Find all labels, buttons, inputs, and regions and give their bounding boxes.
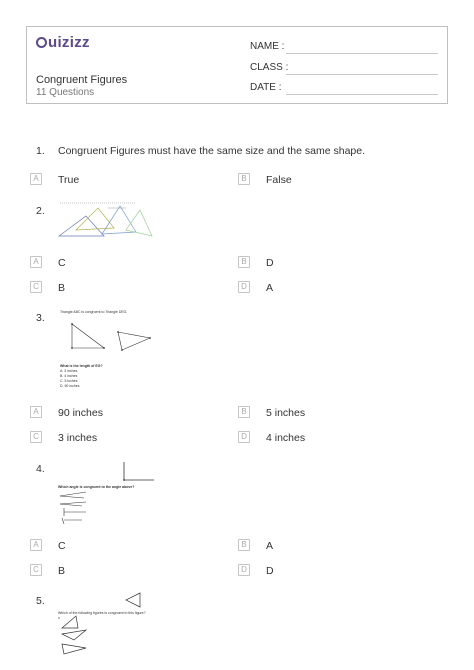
question-number: 1. xyxy=(36,145,45,157)
option-letter-box[interactable]: B xyxy=(238,256,250,268)
option-letter-box[interactable]: A xyxy=(30,256,42,268)
option-letter-box[interactable]: D xyxy=(238,281,250,293)
option-letter-box[interactable]: B xyxy=(238,539,250,551)
image-choice: A. 3 inches xyxy=(60,369,78,373)
option-text[interactable]: D xyxy=(266,565,274,577)
triangle-diagram-image xyxy=(58,318,158,356)
option-text[interactable]: C xyxy=(58,257,66,269)
option-text[interactable]: A xyxy=(266,282,274,294)
class-field[interactable] xyxy=(286,74,438,75)
question-number: 3. xyxy=(36,312,45,324)
image-caption: Triangle ABC is congruent to Triangle DEG. xyxy=(60,310,128,314)
angle-figure-image xyxy=(118,460,158,484)
image-choice: D. 90 inches xyxy=(60,384,80,388)
name-label: NAME : xyxy=(250,41,285,52)
option-letter-box[interactable]: D xyxy=(238,564,250,576)
question-number: 2. xyxy=(36,205,45,217)
option-text[interactable]: False xyxy=(266,174,292,186)
option-text[interactable]: True xyxy=(58,174,80,186)
option-text[interactable]: B xyxy=(58,282,66,294)
option-text[interactable]: 5 inches xyxy=(266,407,306,419)
image-caption: Which angle is congruent to the angle above? xyxy=(58,485,135,489)
question-number: 5. xyxy=(36,595,45,607)
name-field[interactable] xyxy=(286,53,438,54)
quizizz-logo: uizizz xyxy=(36,34,90,51)
option-letter-box[interactable]: C xyxy=(30,431,42,443)
triangle-figure-image xyxy=(124,592,144,608)
question-count: 11 Questions xyxy=(36,87,95,98)
option-text[interactable]: D xyxy=(266,257,274,269)
option-letter-box[interactable]: A xyxy=(30,539,42,551)
image-choice: C. 5 inches xyxy=(60,379,78,383)
option-text[interactable]: A xyxy=(266,540,274,552)
date-label: DATE : xyxy=(250,82,282,93)
date-field[interactable] xyxy=(286,94,438,95)
option-letter-box[interactable]: A xyxy=(30,406,42,418)
option-letter-box[interactable]: B xyxy=(238,406,250,418)
option-text[interactable]: 3 inches xyxy=(58,432,98,444)
option-letter-box[interactable]: C xyxy=(30,281,42,293)
option-letter-box[interactable]: B xyxy=(238,173,250,185)
question-text: Congruent Figures must have the same size and the same shape. xyxy=(58,145,366,157)
option-text[interactable]: C xyxy=(58,540,66,552)
question-number: 4. xyxy=(36,463,45,475)
class-label: CLASS : xyxy=(250,62,289,73)
image-question: What is the length of EG? xyxy=(60,364,103,368)
worksheet-title: Congruent Figures xyxy=(36,74,128,86)
option-letter-box[interactable]: D xyxy=(238,431,250,443)
congruent-triangles-image xyxy=(56,200,156,240)
image-caption: Which of the following figures is congruent to this figure? xyxy=(58,611,146,615)
option-text[interactable]: 90 inches xyxy=(58,407,103,419)
option-letter-box[interactable]: A xyxy=(30,173,42,185)
triangle-choices-image xyxy=(56,614,96,658)
option-text[interactable]: 4 inches xyxy=(266,432,306,444)
option-letter-box[interactable]: C xyxy=(30,564,42,576)
image-choice: B. 4 inches xyxy=(60,374,78,378)
option-text[interactable]: B xyxy=(58,565,66,577)
angle-choices-image xyxy=(56,490,96,526)
